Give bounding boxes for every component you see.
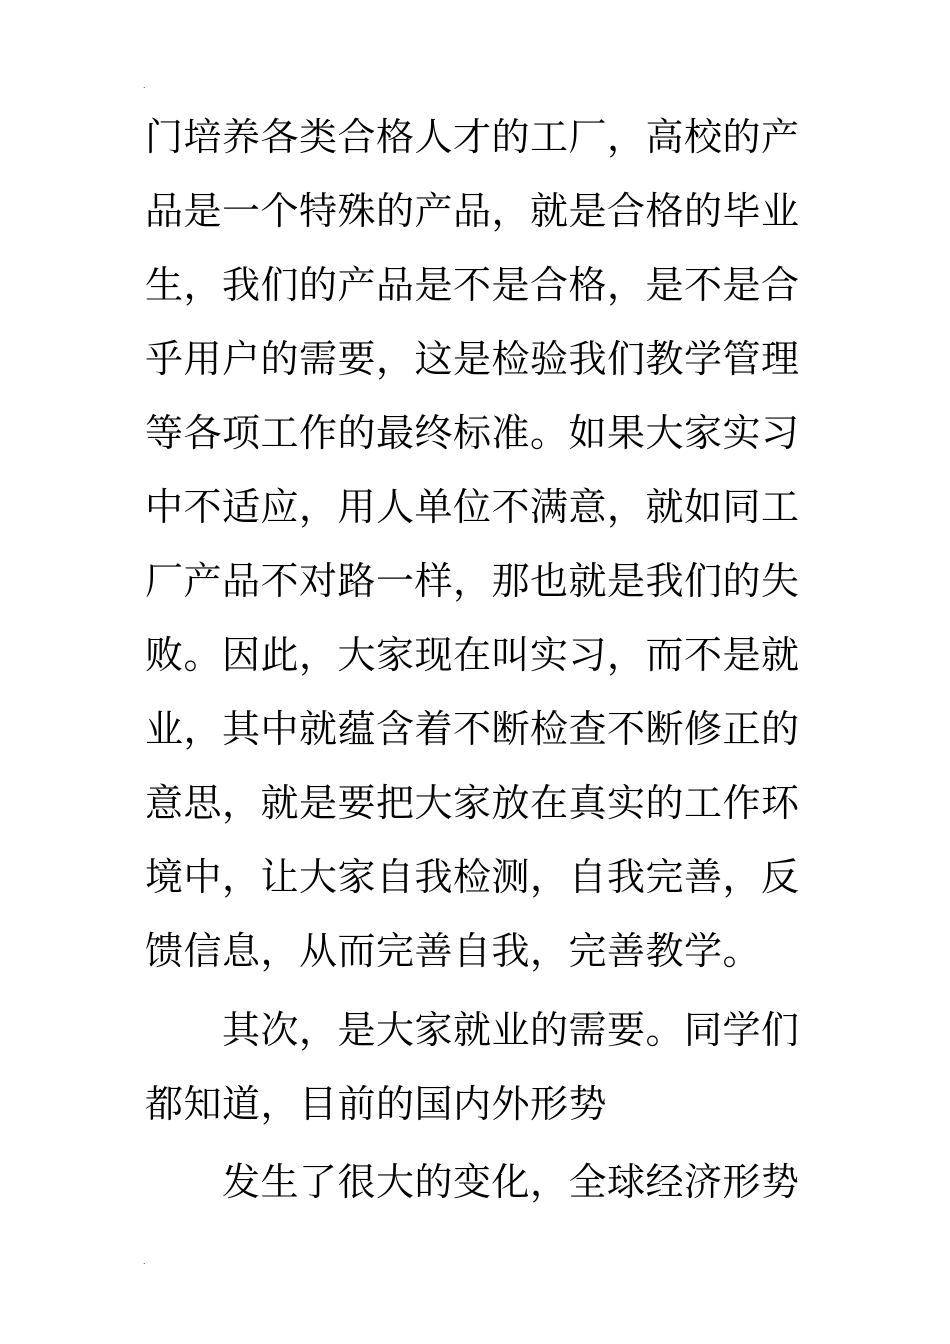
body-line: 业，其中就蕴含着不断检查不断修正的 (145, 707, 800, 751)
body-line: 馈信息，从而完善自我，完善教学。 (145, 929, 762, 973)
page-corner-mark-top: . (143, 81, 146, 90)
body-line: 意思，就是要把大家放在真实的工作环 (145, 781, 800, 825)
body-line: 都知道，目前的国内外形势 (145, 1082, 608, 1126)
page-corner-mark-bottom: . (143, 1257, 146, 1266)
paragraph-first-line: 发生了很大的变化，全球经济形势 (222, 1160, 800, 1204)
body-line: 乎用户的需要，这是检验我们教学管理 (145, 337, 800, 381)
body-line: 厂产品不对路一样，那也就是我们的失 (145, 559, 800, 603)
body-line: 门培养各类合格人才的工厂，高校的产 (145, 115, 800, 159)
body-line: 中不适应，用人单位不满意，就如同工 (145, 485, 800, 529)
body-line: 境中，让大家自我检测，自我完善，反 (145, 855, 800, 899)
paragraph-first-line: 其次，是大家就业的需要。同学们 (222, 1008, 800, 1052)
body-line: 品是一个特殊的产品，就是合格的毕业 (145, 189, 800, 233)
body-line: 败。因此，大家现在叫实习，而不是就 (145, 633, 800, 677)
body-line: 等各项工作的最终标准。如果大家实习 (145, 411, 800, 455)
body-line: 生，我们的产品是不是合格，是不是合 (145, 263, 800, 307)
